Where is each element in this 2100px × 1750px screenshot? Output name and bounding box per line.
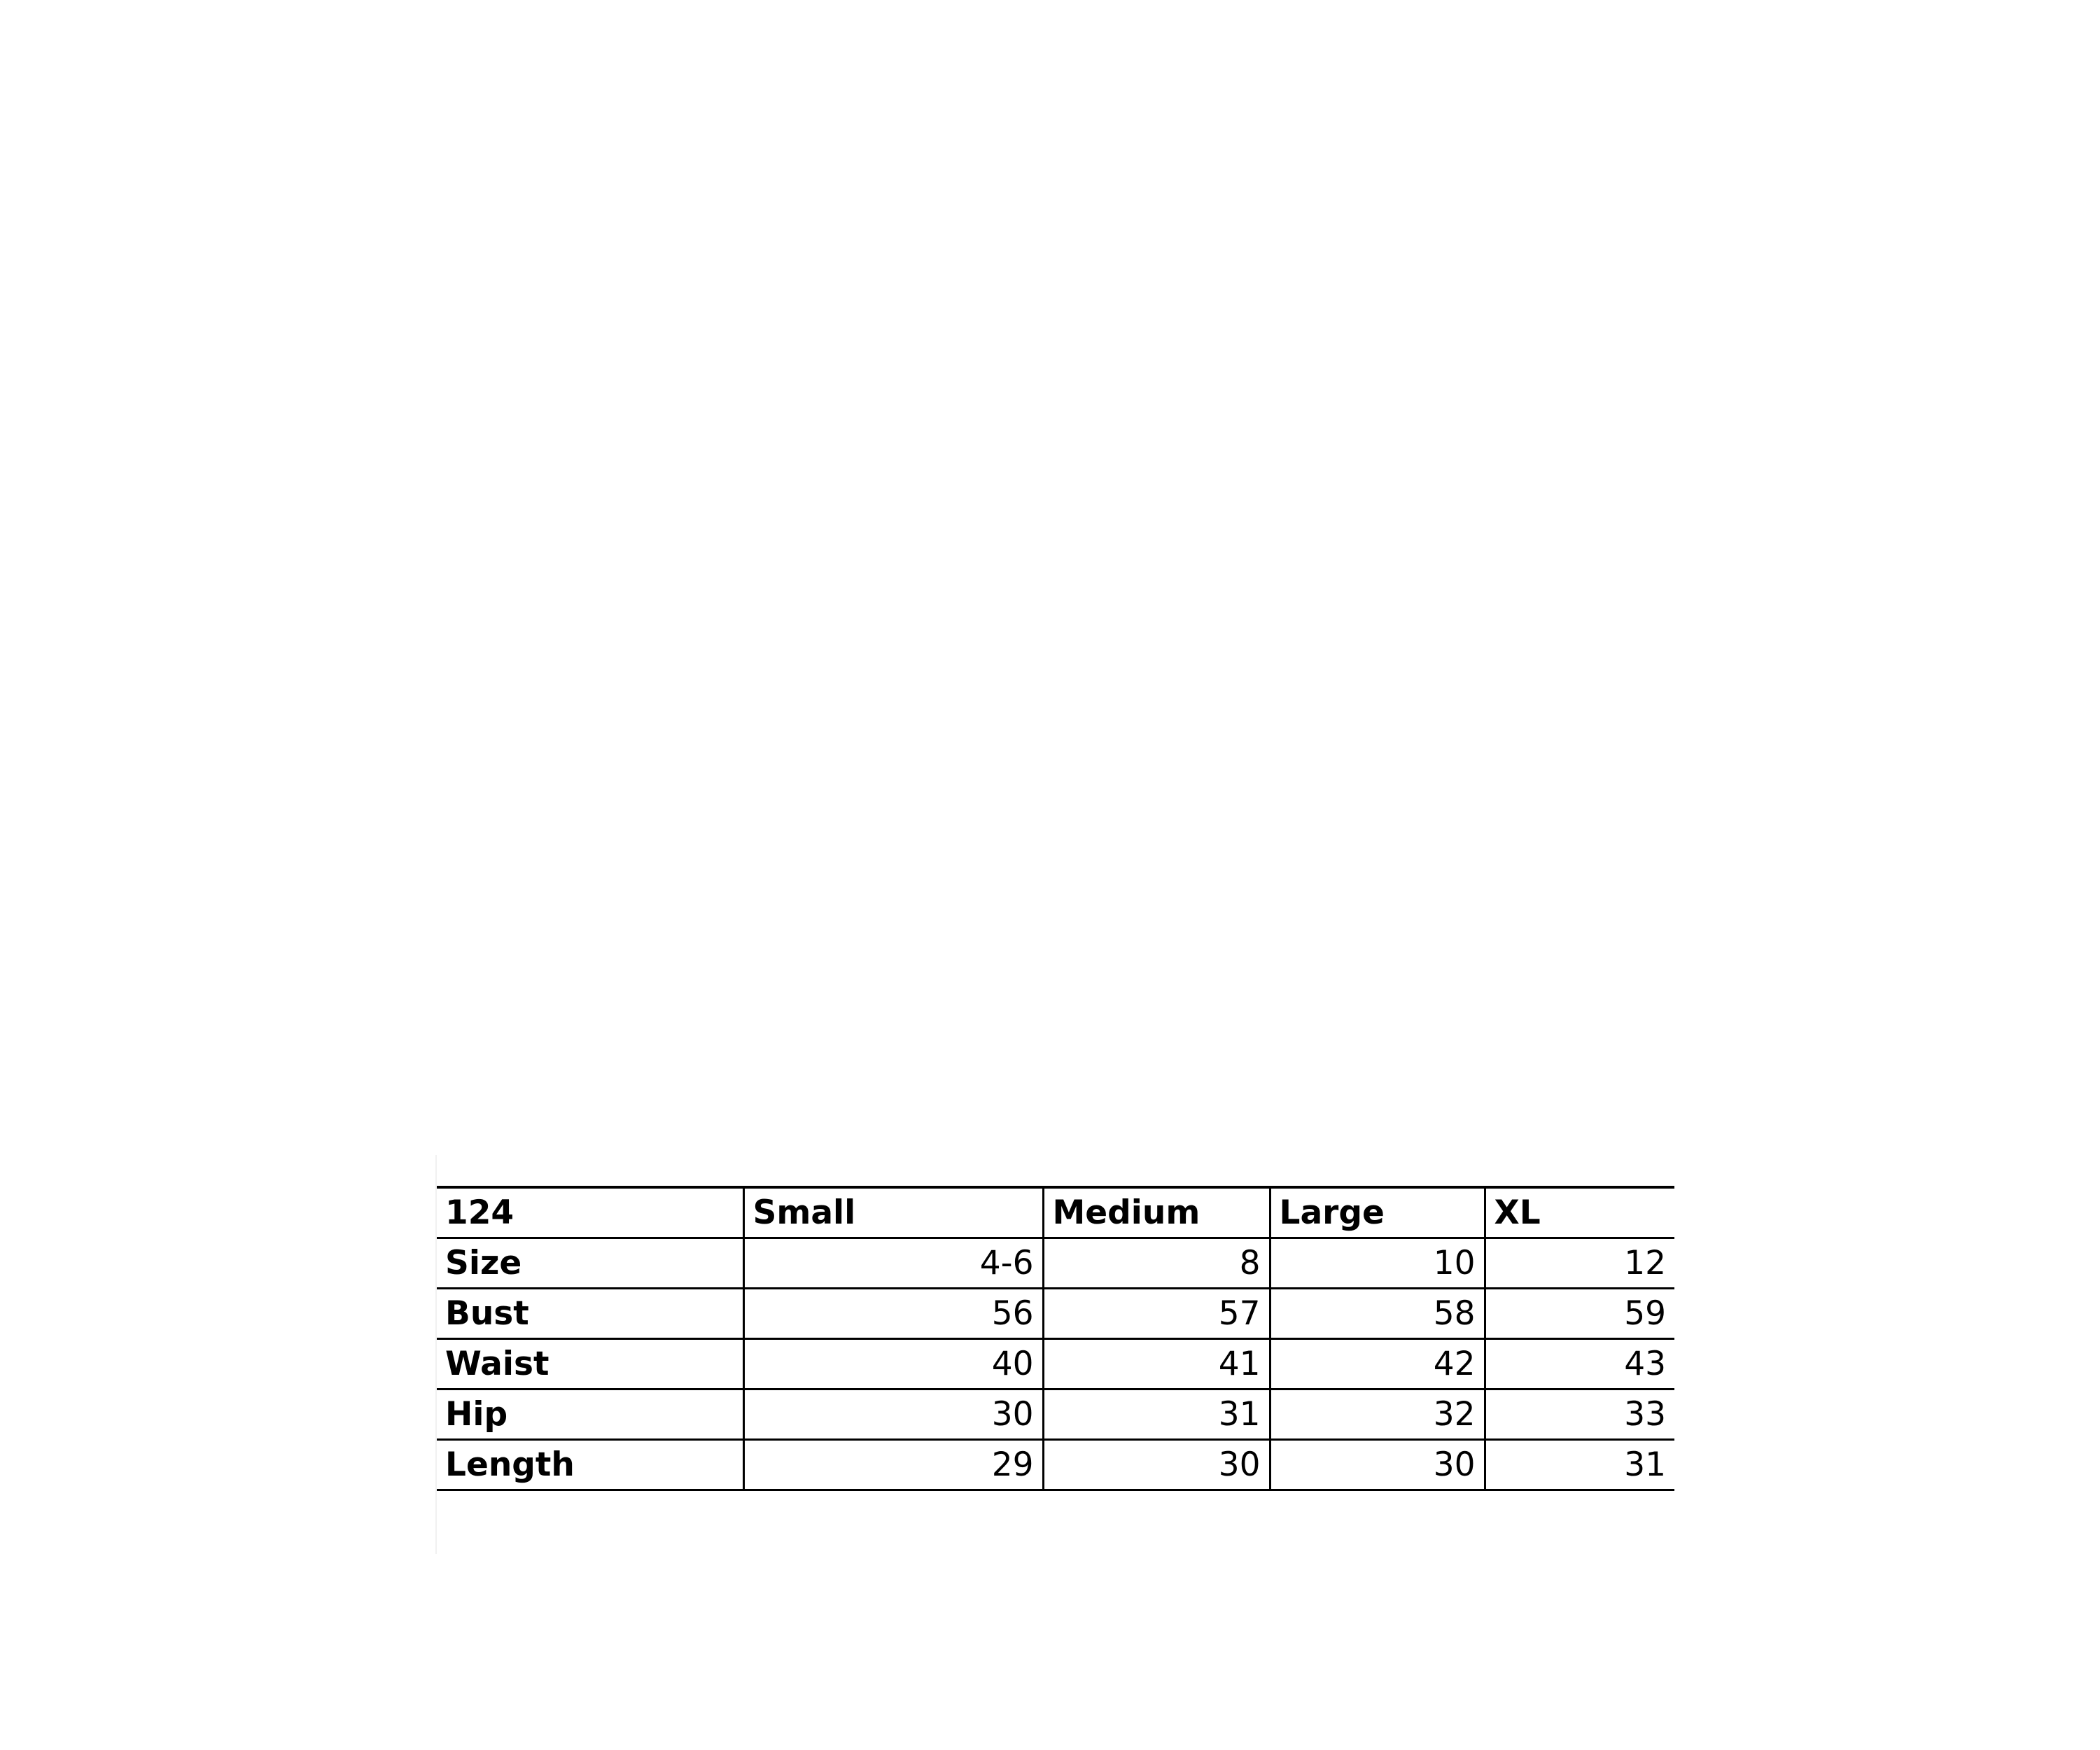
cell-bust-xl: 59 <box>1485 1289 1674 1339</box>
cell-bust-small: 56 <box>743 1289 1043 1339</box>
cell-length-medium: 30 <box>1043 1439 1270 1490</box>
cell-size-medium: 8 <box>1043 1238 1270 1289</box>
header-cell-medium: Medium <box>1043 1187 1270 1238</box>
cell-size-xl: 12 <box>1485 1238 1674 1289</box>
cell-size-small: 4-6 <box>743 1238 1043 1289</box>
cell-length-small: 29 <box>743 1439 1043 1490</box>
cell-size-large: 10 <box>1270 1238 1485 1289</box>
header-cell-xl: XL <box>1485 1187 1674 1238</box>
cell-waist-medium: 41 <box>1043 1339 1270 1390</box>
size-chart-table <box>437 1186 1674 1491</box>
cell-hip-xl: 33 <box>1485 1390 1674 1440</box>
cell-hip-medium: 31 <box>1043 1390 1270 1440</box>
cell-length-large: 30 <box>1270 1439 1485 1490</box>
table-row-bust <box>437 1289 1674 1339</box>
cell-bust-large: 58 <box>1270 1289 1485 1339</box>
row-label-hip: Hip <box>437 1390 743 1440</box>
header-cell-style-number: 124 <box>437 1187 743 1238</box>
table-row-hip <box>437 1390 1674 1440</box>
row-label-waist: Waist <box>437 1339 743 1390</box>
cell-waist-large: 42 <box>1270 1339 1485 1390</box>
row-label-bust: Bust <box>437 1289 743 1339</box>
header-cell-small: Small <box>743 1187 1043 1238</box>
cell-bust-medium: 57 <box>1043 1289 1270 1339</box>
cell-length-xl: 31 <box>1485 1439 1674 1490</box>
table-header-row <box>437 1187 1674 1238</box>
cell-hip-large: 32 <box>1270 1390 1485 1440</box>
header-cell-large: Large <box>1270 1187 1485 1238</box>
table-row-length <box>437 1439 1674 1490</box>
cell-waist-xl: 43 <box>1485 1339 1674 1390</box>
cell-waist-small: 40 <box>743 1339 1043 1390</box>
row-label-size: Size <box>437 1238 743 1289</box>
table-row-waist <box>437 1339 1674 1390</box>
table-row-size <box>437 1238 1674 1289</box>
row-label-length: Length <box>437 1439 743 1490</box>
cell-hip-small: 30 <box>743 1390 1043 1440</box>
